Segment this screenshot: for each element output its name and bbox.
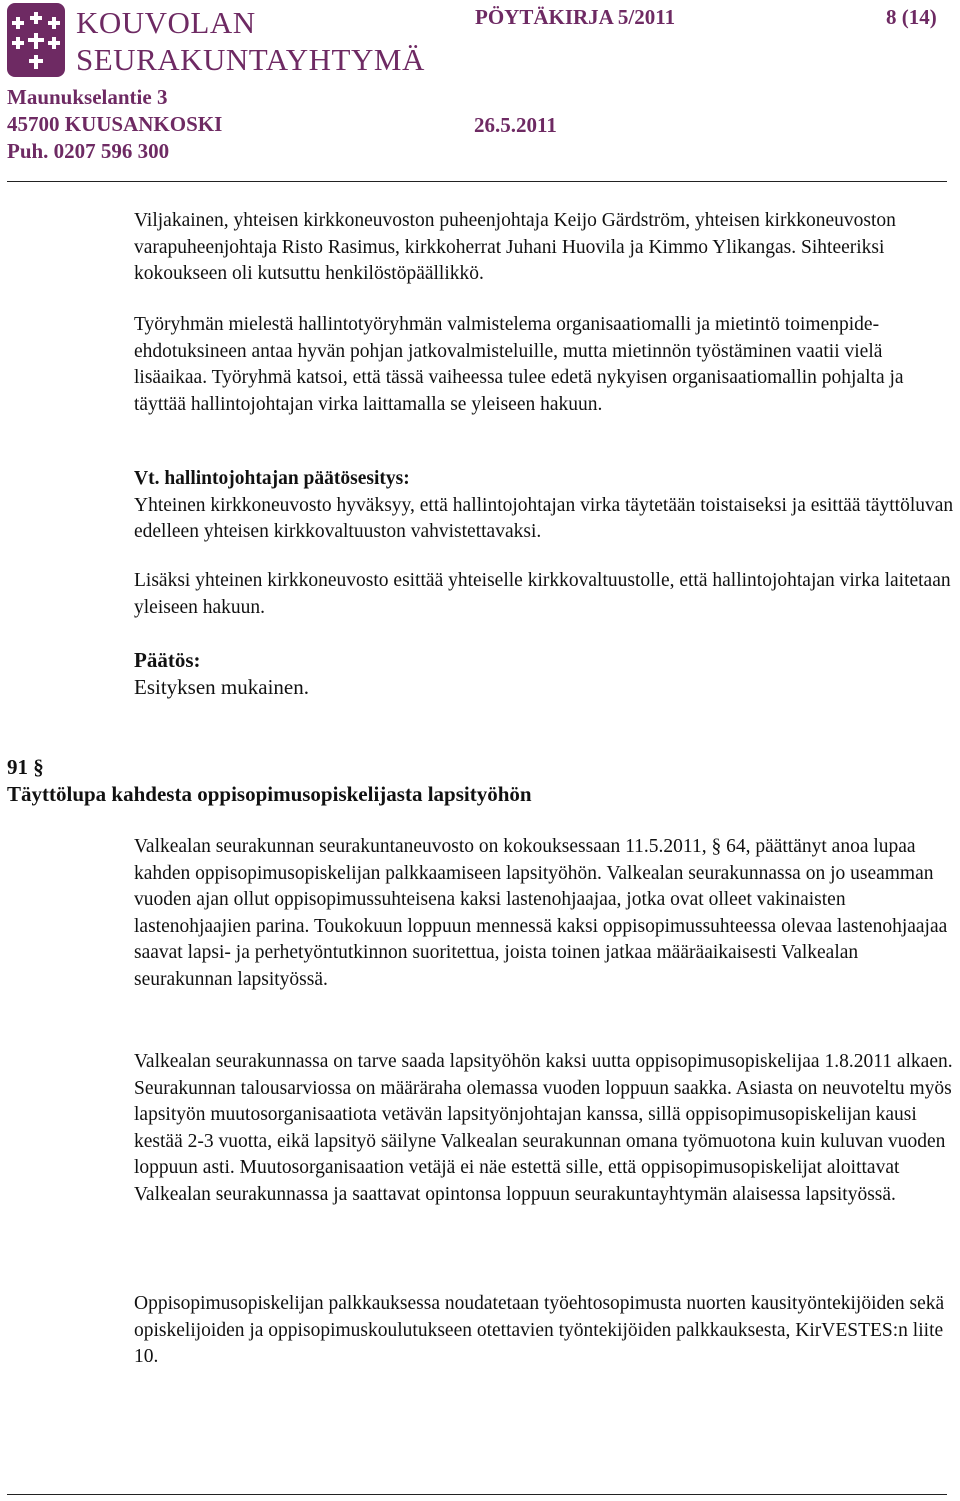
meeting-date: 26.5.2011 [474,113,557,137]
section-number: 91 § [7,755,44,779]
paragraph-need: Valkealan seurakunnassa on tarve saada lapsityöhön kaksi uutta oppisopimusopiskelijaa 1.8.2011 alkaen. Seurakunnan talousarviossa on määräraha olemassa vuoden loppuun saakka. Asiasta on neuvoteltu myös lapsityön muutosorganisaatiota vetävän lapsityönjohtajan kanssa, sillä oppisopimusopiskelijan kausi kestää 2-3 vuotta, eikä lapsityö säilyne Valkealan seurakunnan omana työmuotona kuin kuluvan vuoden loppuun asti. Muutosorganisaation vetäjä ei näe estettä sille, että oppisopimusopiskelijat aloittavat Valkealan seurakunnassa ja saattavat opintonsa loppuun seurakuntayhtymän alaisessa lapsityössä. [134,1051,953,1205]
section-title: Täyttölupa kahdesta oppisopimusopiskelijasta lapsityöhön [7,782,532,806]
paragraph-additional: Lisäksi yhteinen kirkkoneuvosto esittää yhteiselle kirkkovaltuustolle, että hallintojohtajan virka laitetaan yleiseen hakuun. [134,570,951,618]
page-number: 8 (14) [886,5,937,29]
org-name-line2: SEURAKUNTAYHTYMÄ [76,42,425,77]
address-city: 45700 KUUSANKOSKI [7,112,223,136]
header-divider [7,181,947,182]
organization-logo-text [76,4,446,84]
org-name-line1: KOUVOLAN [76,5,256,40]
footer-divider [7,1494,947,1495]
paragraph-salary: Oppisopimusopiskelijan palkkauksessa noudatetaan työehtosopimusta nuorten kausityöntekijöiden sekä opiskelijoiden ja oppisopimuskoulutukseen otettavien työntekijöiden palkkauksesta, KirVESTES:n liite 10. [134,1293,945,1368]
paragraph-working-group: Työryhmän mielestä hallintotyöryhmän valmistelema organisaatiomalli ja mietintö toimenpide-ehdotuksineen antaa hyvän pohjan jatkovalmisteluille, mutta mietinnön työstäminen vaatii vielä lisäaikaa. Työryhmä katsoi, että tässä vaiheessa tulee edetä nykyisen organisaatiomallin pohjalta ja täyttää hallintojohtajan virka laittamalla se yleiseen hakuun. [134,314,904,415]
proposal-text: Yhteinen kirkkoneuvosto hyväksyy, että hallintojohtajan virka täytetään toistaiseksi ja esittää täyttöluvan edelleen yhteisen kirkkovaltuuston vahvistettavaksi. [134,494,954,543]
proposal-block [134,466,960,546]
paragraph-participants: Viljakainen, yhteisen kirkkoneuvoston puheenjohtaja Keijo Gärdström, yhteisen kirkkoneuvoston varapuheenjohtaja Risto Rasimus, kirkkoherrat Juhani Huovila ja Kimmo Ylikangas. Sihteeriksi kokoukseen oli kutsuttu henkilöstöpäällikkö. [134,210,896,285]
address-street: Maunukselantie 3 [7,85,168,109]
decision-text: Esityksen mukainen. [134,675,309,699]
decision-block [134,647,960,701]
cross-cluster-icon [7,3,65,77]
proposal-label: Vt. hallintojohtajan päätösesitys: [134,468,410,489]
document-title: PÖYTÄKIRJA 5/2011 [475,5,676,29]
paragraph-background: Valkealan seurakunnan seurakuntaneuvosto on kokouksessaan 11.5.2011, § 64, päättänyt anoa lupaa kahden oppisopimusopiskelijan palkkaamiseen lapsityöhön. Valkealan seurakunnassa on jo useamman vuoden ajan ollut oppisopimussuhteisena kaksi lastenohjaajaa, jotka ovat olleet vakinaisten lastenohjaajien parina. Toukokuun loppuun mennessä kaksi oppisopimussuhteessa olevaa lastenohjaajaa saavat lapsi- ja perhetyöntutkinnon suoritettua, joista toinen jatkaa määräaikaisesti Valkealan seurakunnan lapsityössä. [134,836,948,990]
phone-number: Puh. 0207 596 300 [7,139,170,163]
decision-label: Päätös: [134,648,201,672]
